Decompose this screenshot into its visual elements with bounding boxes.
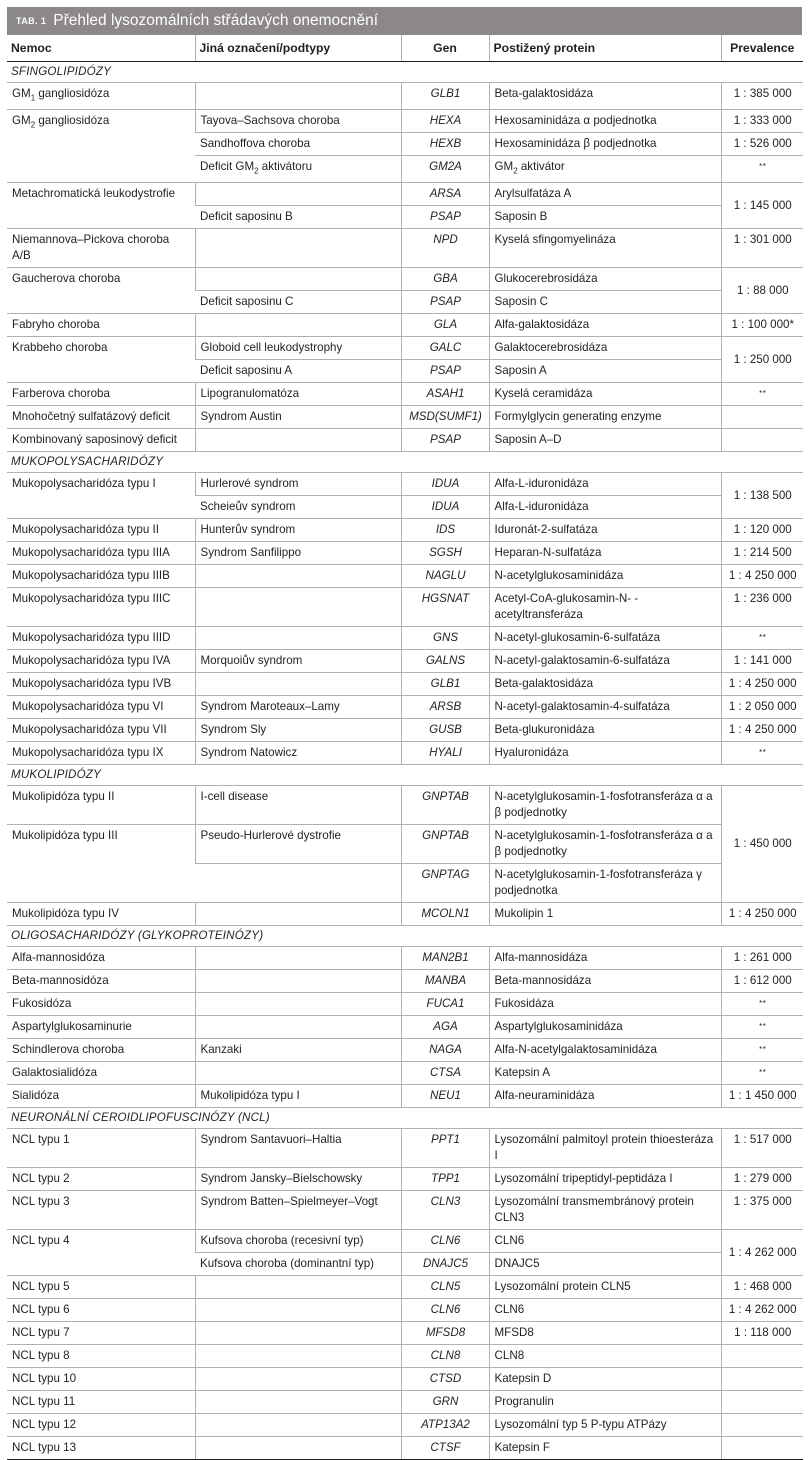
protein-cell: Saposin C bbox=[489, 291, 721, 314]
subtype-cell: Kanzaki bbox=[195, 1039, 401, 1062]
prevalence-cell: 1 : 333 000 bbox=[721, 109, 803, 132]
subtype-cell: Deficit saposinu A bbox=[195, 360, 401, 383]
subtype-cell bbox=[195, 864, 401, 903]
prevalence-cell: 1 : 4 250 000 bbox=[721, 903, 803, 926]
disease-cell: Mukolipidóza typu IV bbox=[7, 903, 195, 926]
protein-cell: DNAJC5 bbox=[489, 1253, 721, 1276]
gene-cell: HGSNAT bbox=[401, 588, 489, 627]
table-row bbox=[7, 650, 803, 673]
gene-cell: NPD bbox=[401, 229, 489, 268]
subtype-cell bbox=[195, 314, 401, 337]
protein-cell: N-acetylglukosamin-1-fosfotransferáza α a β podjednotky bbox=[489, 786, 721, 825]
table-row bbox=[7, 183, 803, 206]
gene-cell: TPP1 bbox=[401, 1168, 489, 1191]
table-row bbox=[7, 1039, 803, 1062]
table-row bbox=[7, 268, 803, 291]
table-row bbox=[7, 993, 803, 1016]
subtype-cell: Mukolipidóza typu I bbox=[195, 1085, 401, 1108]
table-row bbox=[7, 1437, 803, 1460]
table-row bbox=[7, 82, 803, 109]
gene-cell: MFSD8 bbox=[401, 1322, 489, 1345]
protein-cell: Kyselá sfingomyelináza bbox=[489, 229, 721, 268]
protein-cell: Iduronát-2-sulfatáza bbox=[489, 519, 721, 542]
subtype-cell bbox=[195, 429, 401, 452]
gene-cell: FUCA1 bbox=[401, 993, 489, 1016]
disease-cell: NCL typu 7 bbox=[7, 1322, 195, 1345]
header-prevalence: Prevalence bbox=[721, 35, 803, 61]
prevalence-cell bbox=[721, 429, 803, 452]
gene-cell: CLN6 bbox=[401, 1299, 489, 1322]
protein-cell: Aspartylglukosaminidáza bbox=[489, 1016, 721, 1039]
table-row bbox=[7, 786, 803, 825]
prevalence-cell: 1 : 138 500 bbox=[721, 473, 803, 519]
protein-cell: Lysozomální palmitoyl protein thioesteráza I bbox=[489, 1129, 721, 1168]
disease-cell: Alfa-mannosidóza bbox=[7, 947, 195, 970]
header-gene: Gen bbox=[401, 35, 489, 61]
subtype-cell: Pseudo-Hurlerové dystrofie bbox=[195, 825, 401, 864]
table-row bbox=[7, 519, 803, 542]
prevalence-cell: 1 : 526 000 bbox=[721, 132, 803, 155]
disease-cell: Mukopolysacharidóza typu VII bbox=[7, 719, 195, 742]
subtype-cell: Syndrom Sanfilippo bbox=[195, 542, 401, 565]
gene-cell: PSAP bbox=[401, 360, 489, 383]
subtype-cell bbox=[195, 183, 401, 206]
subtype-cell bbox=[195, 1391, 401, 1414]
protein-cell: Progranulin bbox=[489, 1391, 721, 1414]
table-row bbox=[7, 1299, 803, 1322]
gene-cell: HEXB bbox=[401, 132, 489, 155]
subtype-cell: Syndrom Jansky–Bielschowsky bbox=[195, 1168, 401, 1191]
disease-cell: NCL typu 10 bbox=[7, 1368, 195, 1391]
protein-cell: N-acetyl-galaktosamin-4-sulfatáza bbox=[489, 696, 721, 719]
prevalence-cell: ** bbox=[721, 383, 803, 406]
gene-cell: DNAJC5 bbox=[401, 1253, 489, 1276]
table-row bbox=[7, 565, 803, 588]
table-row bbox=[7, 903, 803, 926]
protein-cell: N-acetylglukosaminidáza bbox=[489, 565, 721, 588]
table-row bbox=[7, 1276, 803, 1299]
subtype-cell bbox=[195, 970, 401, 993]
protein-cell: Alfa-L-iduronidáza bbox=[489, 496, 721, 519]
prevalence-cell: 1 : 301 000 bbox=[721, 229, 803, 268]
subtype-cell bbox=[195, 627, 401, 650]
gene-cell: CLN5 bbox=[401, 1276, 489, 1299]
table-row bbox=[7, 1345, 803, 1368]
gene-cell: NEU1 bbox=[401, 1085, 489, 1108]
table-row bbox=[7, 719, 803, 742]
table-row bbox=[7, 337, 803, 360]
gene-cell: GLB1 bbox=[401, 673, 489, 696]
header-protein: Postižený protein bbox=[489, 35, 721, 61]
subtype-cell: Syndrom Batten–Spielmeyer–Vogt bbox=[195, 1191, 401, 1230]
protein-cell: Hexosaminidáza α podjednotka bbox=[489, 109, 721, 132]
disease-cell: Mukopolysacharidóza typu IIID bbox=[7, 627, 195, 650]
prevalence-cell: 1 : 4 250 000 bbox=[721, 565, 803, 588]
gene-cell: PSAP bbox=[401, 291, 489, 314]
protein-cell: N-acetyl-glukosamin-6-sulfatáza bbox=[489, 627, 721, 650]
subtype-cell bbox=[195, 588, 401, 627]
protein-cell: Beta-galaktosidáza bbox=[489, 673, 721, 696]
gene-cell: CLN3 bbox=[401, 1191, 489, 1230]
prevalence-cell: ** bbox=[721, 1062, 803, 1085]
lsd-table bbox=[7, 35, 803, 1460]
protein-cell: Katepsin A bbox=[489, 1062, 721, 1085]
protein-cell: Saposin A bbox=[489, 360, 721, 383]
gene-cell: HEXA bbox=[401, 109, 489, 132]
gene-cell: GRN bbox=[401, 1391, 489, 1414]
disease-cell: $GM_1$ gangliosidóza bbox=[7, 82, 195, 109]
protein-cell: CLN6 bbox=[489, 1230, 721, 1253]
header-row bbox=[7, 35, 803, 61]
table-row bbox=[7, 109, 803, 132]
protein-cell: Mukolipin 1 bbox=[489, 903, 721, 926]
protein-cell: Lysozomální typ 5 P-typu ATPázy bbox=[489, 1414, 721, 1437]
disease-cell: NCL typu 13 bbox=[7, 1437, 195, 1460]
gene-cell: ATP13A2 bbox=[401, 1414, 489, 1437]
protein-cell: Saposin B bbox=[489, 206, 721, 229]
subtype-cell: Scheieův syndrom bbox=[195, 496, 401, 519]
prevalence-cell: ** bbox=[721, 742, 803, 765]
gene-cell: HYALI bbox=[401, 742, 489, 765]
subtype-cell bbox=[195, 229, 401, 268]
table-row bbox=[7, 542, 803, 565]
prevalence-cell: ** bbox=[721, 1039, 803, 1062]
gene-cell: GBA bbox=[401, 268, 489, 291]
prevalence-cell: 1 : 261 000 bbox=[721, 947, 803, 970]
prevalence-cell: 1 : 375 000 bbox=[721, 1191, 803, 1230]
prevalence-cell: 1 : 214 500 bbox=[721, 542, 803, 565]
protein-cell: MFSD8 bbox=[489, 1322, 721, 1345]
protein-cell: CLN8 bbox=[489, 1345, 721, 1368]
prevalence-cell: 1 : 145 000 bbox=[721, 183, 803, 229]
gene-cell: CTSA bbox=[401, 1062, 489, 1085]
gene-cell: GM2A bbox=[401, 155, 489, 182]
prevalence-cell bbox=[721, 1391, 803, 1414]
gene-cell: GLB1 bbox=[401, 82, 489, 109]
subtype-cell: Tayova–Sachsova choroba bbox=[195, 109, 401, 132]
protein-cell: N-acetylglukosamin-1-fosfotransferáza γ podjednotka bbox=[489, 864, 721, 903]
subtype-cell: Sandhoffova choroba bbox=[195, 132, 401, 155]
protein-cell: Beta-mannosidáza bbox=[489, 970, 721, 993]
disease-cell: NCL typu 1 bbox=[7, 1129, 195, 1168]
subtype-cell bbox=[195, 1299, 401, 1322]
prevalence-cell: ** bbox=[721, 993, 803, 1016]
protein-cell: Heparan-N-sulfatáza bbox=[489, 542, 721, 565]
prevalence-cell: 1 : 4 250 000 bbox=[721, 673, 803, 696]
prevalence-cell bbox=[721, 1414, 803, 1437]
table-row bbox=[7, 1062, 803, 1085]
gene-cell: NAGLU bbox=[401, 565, 489, 588]
table-row bbox=[7, 970, 803, 993]
disease-cell: Metachromatická leukodystrofie bbox=[7, 183, 195, 229]
prevalence-cell: 1 : 1 450 000 bbox=[721, 1085, 803, 1108]
prevalence-cell: 1 : 100 000* bbox=[721, 314, 803, 337]
subtype-cell bbox=[195, 1414, 401, 1437]
protein-cell: Saposin A–D bbox=[489, 429, 721, 452]
table-row bbox=[7, 1230, 803, 1253]
table-row bbox=[7, 429, 803, 452]
disease-cell: NCL typu 4 bbox=[7, 1230, 195, 1276]
table-row bbox=[7, 673, 803, 696]
prevalence-cell: 1 : 141 000 bbox=[721, 650, 803, 673]
subtype-cell: Syndrom Sly bbox=[195, 719, 401, 742]
table-row bbox=[7, 1368, 803, 1391]
protein-cell: $GM_2$ aktivátor bbox=[489, 155, 721, 182]
disease-cell: Kombinovaný saposinový deficit bbox=[7, 429, 195, 452]
disease-cell: Gaucherova choroba bbox=[7, 268, 195, 314]
subtype-cell bbox=[195, 1437, 401, 1460]
protein-cell: Formylglycin generating enzyme bbox=[489, 406, 721, 429]
table-row bbox=[7, 825, 803, 864]
disease-cell: Mnohočetný sulfatázový deficit bbox=[7, 406, 195, 429]
subtype-cell bbox=[195, 1276, 401, 1299]
subtype-cell bbox=[195, 673, 401, 696]
subtype-cell bbox=[195, 1322, 401, 1345]
prevalence-cell: ** bbox=[721, 627, 803, 650]
subtype-cell bbox=[195, 947, 401, 970]
protein-cell: Alfa-neuraminidáza bbox=[489, 1085, 721, 1108]
prevalence-cell: 1 : 4 262 000 bbox=[721, 1230, 803, 1276]
table-row bbox=[7, 1016, 803, 1039]
prevalence-cell: ** bbox=[721, 155, 803, 182]
disease-cell: Mukopolysacharidóza typu IIIB bbox=[7, 565, 195, 588]
disease-cell: Mukolipidóza typu II bbox=[7, 786, 195, 825]
disease-cell: Farberova choroba bbox=[7, 383, 195, 406]
protein-cell: Katepsin F bbox=[489, 1437, 721, 1460]
disease-cell: NCL typu 8 bbox=[7, 1345, 195, 1368]
table-title-bar bbox=[7, 7, 802, 35]
prevalence-cell: 1 : 385 000 bbox=[721, 82, 803, 109]
protein-cell: Lysozomální protein CLN5 bbox=[489, 1276, 721, 1299]
subtype-cell bbox=[195, 903, 401, 926]
prevalence-cell: 1 : 279 000 bbox=[721, 1168, 803, 1191]
protein-cell: Alfa-mannosidáza bbox=[489, 947, 721, 970]
protein-cell: Fukosidáza bbox=[489, 993, 721, 1016]
prevalence-cell: 1 : 118 000 bbox=[721, 1322, 803, 1345]
disease-cell: NCL typu 2 bbox=[7, 1168, 195, 1191]
gene-cell: GALC bbox=[401, 337, 489, 360]
table-row bbox=[7, 947, 803, 970]
protein-cell: CLN6 bbox=[489, 1299, 721, 1322]
subtype-cell bbox=[195, 565, 401, 588]
table-row bbox=[7, 627, 803, 650]
disease-cell: Fabryho choroba bbox=[7, 314, 195, 337]
subtype-cell bbox=[195, 1368, 401, 1391]
gene-cell: CLN6 bbox=[401, 1230, 489, 1253]
prevalence-cell bbox=[721, 1368, 803, 1391]
subtype-cell: Kufsova choroba (recesivní typ) bbox=[195, 1230, 401, 1253]
table-row bbox=[7, 473, 803, 496]
gene-cell: GALNS bbox=[401, 650, 489, 673]
gene-cell: IDUA bbox=[401, 496, 489, 519]
header-disease: Nemoc bbox=[7, 35, 195, 61]
disease-cell: Sialidóza bbox=[7, 1085, 195, 1108]
gene-cell: AGA bbox=[401, 1016, 489, 1039]
table-row bbox=[7, 588, 803, 627]
subtype-cell: Deficit saposinu B bbox=[195, 206, 401, 229]
protein-cell: Lysozomální transmembránový protein CLN3 bbox=[489, 1191, 721, 1230]
disease-cell: Mukopolysacharidóza typu II bbox=[7, 519, 195, 542]
gene-cell: IDS bbox=[401, 519, 489, 542]
subtype-cell bbox=[195, 993, 401, 1016]
subtype-cell bbox=[195, 1062, 401, 1085]
protein-cell: Alfa-L-iduronidáza bbox=[489, 473, 721, 496]
gene-cell: MCOLN1 bbox=[401, 903, 489, 926]
subtype-cell: Deficit saposinu C bbox=[195, 291, 401, 314]
gene-cell: ARSA bbox=[401, 183, 489, 206]
prevalence-cell: 1 : 4 262 000 bbox=[721, 1299, 803, 1322]
disease-cell: Mukopolysacharidóza typu IVB bbox=[7, 673, 195, 696]
header-subtypes: Jiná označení/podtypy bbox=[195, 35, 401, 61]
protein-cell: N-acetylglukosamin-1-fosfotransferáza α a β podjednotky bbox=[489, 825, 721, 864]
prevalence-cell: 1 : 88 000 bbox=[721, 268, 803, 314]
disease-cell: Aspartylglukosaminurie bbox=[7, 1016, 195, 1039]
gene-cell: PSAP bbox=[401, 429, 489, 452]
protein-cell: Alfa-N-acetylgalaktosaminidáza bbox=[489, 1039, 721, 1062]
subtype-cell bbox=[195, 1016, 401, 1039]
disease-cell: NCL typu 5 bbox=[7, 1276, 195, 1299]
table-row bbox=[7, 696, 803, 719]
disease-cell: NCL typu 11 bbox=[7, 1391, 195, 1414]
prevalence-cell bbox=[721, 1345, 803, 1368]
gene-cell: CLN8 bbox=[401, 1345, 489, 1368]
gene-cell: MANBA bbox=[401, 970, 489, 993]
gene-cell: CTSD bbox=[401, 1368, 489, 1391]
section-heading: MUKOPOLYSACHARIDÓZY bbox=[7, 452, 803, 473]
table-row bbox=[7, 1322, 803, 1345]
protein-cell: Glukocerebrosidáza bbox=[489, 268, 721, 291]
disease-cell: Mukolipidóza typu III bbox=[7, 825, 195, 903]
protein-cell: Katepsin D bbox=[489, 1368, 721, 1391]
prevalence-cell: 1 : 236 000 bbox=[721, 588, 803, 627]
section-heading: NEURONÁLNÍ CEROIDLIPOFUSCINÓZY (NCL) bbox=[7, 1108, 803, 1129]
prevalence-cell: 1 : 468 000 bbox=[721, 1276, 803, 1299]
subtype-cell bbox=[195, 1345, 401, 1368]
gene-cell: GNPTAG bbox=[401, 864, 489, 903]
table-row bbox=[7, 1414, 803, 1437]
disease-cell: Mukopolysacharidóza typu VI bbox=[7, 696, 195, 719]
table-row bbox=[7, 1391, 803, 1414]
gene-cell: MSD(SUMF1) bbox=[401, 406, 489, 429]
disease-cell: Mukopolysacharidóza typu IVA bbox=[7, 650, 195, 673]
disease-cell: Fukosidóza bbox=[7, 993, 195, 1016]
disease-cell: Beta-mannosidóza bbox=[7, 970, 195, 993]
gene-cell: PPT1 bbox=[401, 1129, 489, 1168]
table-row bbox=[7, 742, 803, 765]
table-title: Přehled lysozomálních střádavých onemocnění bbox=[53, 12, 379, 29]
disease-cell: Mukopolysacharidóza typu I bbox=[7, 473, 195, 519]
protein-cell: Hexosaminidáza β podjednotka bbox=[489, 132, 721, 155]
prevalence-cell: 1 : 612 000 bbox=[721, 970, 803, 993]
prevalence-cell: 1 : 250 000 bbox=[721, 337, 803, 383]
disease-cell: Mukopolysacharidóza typu IX bbox=[7, 742, 195, 765]
prevalence-cell: 1 : 4 250 000 bbox=[721, 719, 803, 742]
subtype-cell: Syndrom Santavuori–Haltia bbox=[195, 1129, 401, 1168]
disease-cell: Schindlerova choroba bbox=[7, 1039, 195, 1062]
disease-cell: Krabbeho choroba bbox=[7, 337, 195, 383]
subtype-cell: Syndrom Maroteaux–Lamy bbox=[195, 696, 401, 719]
protein-cell: Alfa-galaktosidáza bbox=[489, 314, 721, 337]
section-heading: MUKOLIPIDÓZY bbox=[7, 765, 803, 786]
subtype-cell: Globoid cell leukodystrophy bbox=[195, 337, 401, 360]
section-heading: OLIGOSACHARIDÓZY (GLYKOPROTEINÓZY) bbox=[7, 926, 803, 947]
disease-cell: NCL typu 6 bbox=[7, 1299, 195, 1322]
table-row bbox=[7, 1168, 803, 1191]
subtype-cell: Morquoiův syndrom bbox=[195, 650, 401, 673]
prevalence-cell: 1 : 2 050 000 bbox=[721, 696, 803, 719]
protein-cell: Lysozomální tripeptidyl-peptidáza I bbox=[489, 1168, 721, 1191]
table-label: TAB. 1 bbox=[16, 16, 47, 26]
protein-cell: Kyselá ceramidáza bbox=[489, 383, 721, 406]
gene-cell: SGSH bbox=[401, 542, 489, 565]
subtype-cell: Hunterův syndrom bbox=[195, 519, 401, 542]
protein-cell: Beta-glukuronidáza bbox=[489, 719, 721, 742]
protein-cell: Galaktocerebrosidáza bbox=[489, 337, 721, 360]
section-heading: SFINGOLIPIDÓZY bbox=[7, 61, 803, 82]
subtype-cell: Kufsova choroba (dominantní typ) bbox=[195, 1253, 401, 1276]
table-row bbox=[7, 406, 803, 429]
gene-cell: GNPTAB bbox=[401, 786, 489, 825]
subtype-cell: Hurlerové syndrom bbox=[195, 473, 401, 496]
gene-cell: MAN2B1 bbox=[401, 947, 489, 970]
gene-cell: NAGA bbox=[401, 1039, 489, 1062]
prevalence-cell: 1 : 120 000 bbox=[721, 519, 803, 542]
protein-cell: N-acetyl-galaktosamin-6-sulfatáza bbox=[489, 650, 721, 673]
disease-cell: $GM_2$ gangliosidóza bbox=[7, 109, 195, 182]
table-row bbox=[7, 1129, 803, 1168]
prevalence-cell: 1 : 450 000 bbox=[721, 786, 803, 903]
disease-cell: NCL typu 3 bbox=[7, 1191, 195, 1230]
table-row bbox=[7, 1085, 803, 1108]
disease-cell: Galaktosialidóza bbox=[7, 1062, 195, 1085]
gene-cell: PSAP bbox=[401, 206, 489, 229]
prevalence-cell: 1 : 517 000 bbox=[721, 1129, 803, 1168]
subtype-cell: Syndrom Natowicz bbox=[195, 742, 401, 765]
protein-cell: Acetyl-CoA-glukosamin-N- -acetyltransferáza bbox=[489, 588, 721, 627]
subtype-cell bbox=[195, 268, 401, 291]
subtype-cell: I-cell disease bbox=[195, 786, 401, 825]
table-row bbox=[7, 229, 803, 268]
prevalence-cell: ** bbox=[721, 1016, 803, 1039]
prevalence-cell bbox=[721, 1437, 803, 1460]
subtype-cell: Syndrom Austin bbox=[195, 406, 401, 429]
gene-cell: ASAH1 bbox=[401, 383, 489, 406]
gene-cell: IDUA bbox=[401, 473, 489, 496]
subtype-cell: Lipogranulomatóza bbox=[195, 383, 401, 406]
disease-cell: NCL typu 12 bbox=[7, 1414, 195, 1437]
gene-cell: GUSB bbox=[401, 719, 489, 742]
gene-cell: CTSF bbox=[401, 1437, 489, 1460]
disease-cell: Mukopolysacharidóza typu IIIA bbox=[7, 542, 195, 565]
disease-cell: Mukopolysacharidóza typu IIIC bbox=[7, 588, 195, 627]
gene-cell: GNS bbox=[401, 627, 489, 650]
gene-cell: GLA bbox=[401, 314, 489, 337]
protein-cell: Hyaluronidáza bbox=[489, 742, 721, 765]
protein-cell: Beta-galaktosidáza bbox=[489, 82, 721, 109]
subtype-cell: Deficit $GM_2$ aktivátoru bbox=[195, 155, 401, 182]
gene-cell: GNPTAB bbox=[401, 825, 489, 864]
gene-cell: ARSB bbox=[401, 696, 489, 719]
table-row bbox=[7, 1191, 803, 1230]
protein-cell: Arylsulfatáza A bbox=[489, 183, 721, 206]
table-row bbox=[7, 314, 803, 337]
prevalence-cell bbox=[721, 406, 803, 429]
table-row bbox=[7, 383, 803, 406]
disease-cell: Niemannova–Pickova choroba A/B bbox=[7, 229, 195, 268]
subtype-cell bbox=[195, 82, 401, 109]
